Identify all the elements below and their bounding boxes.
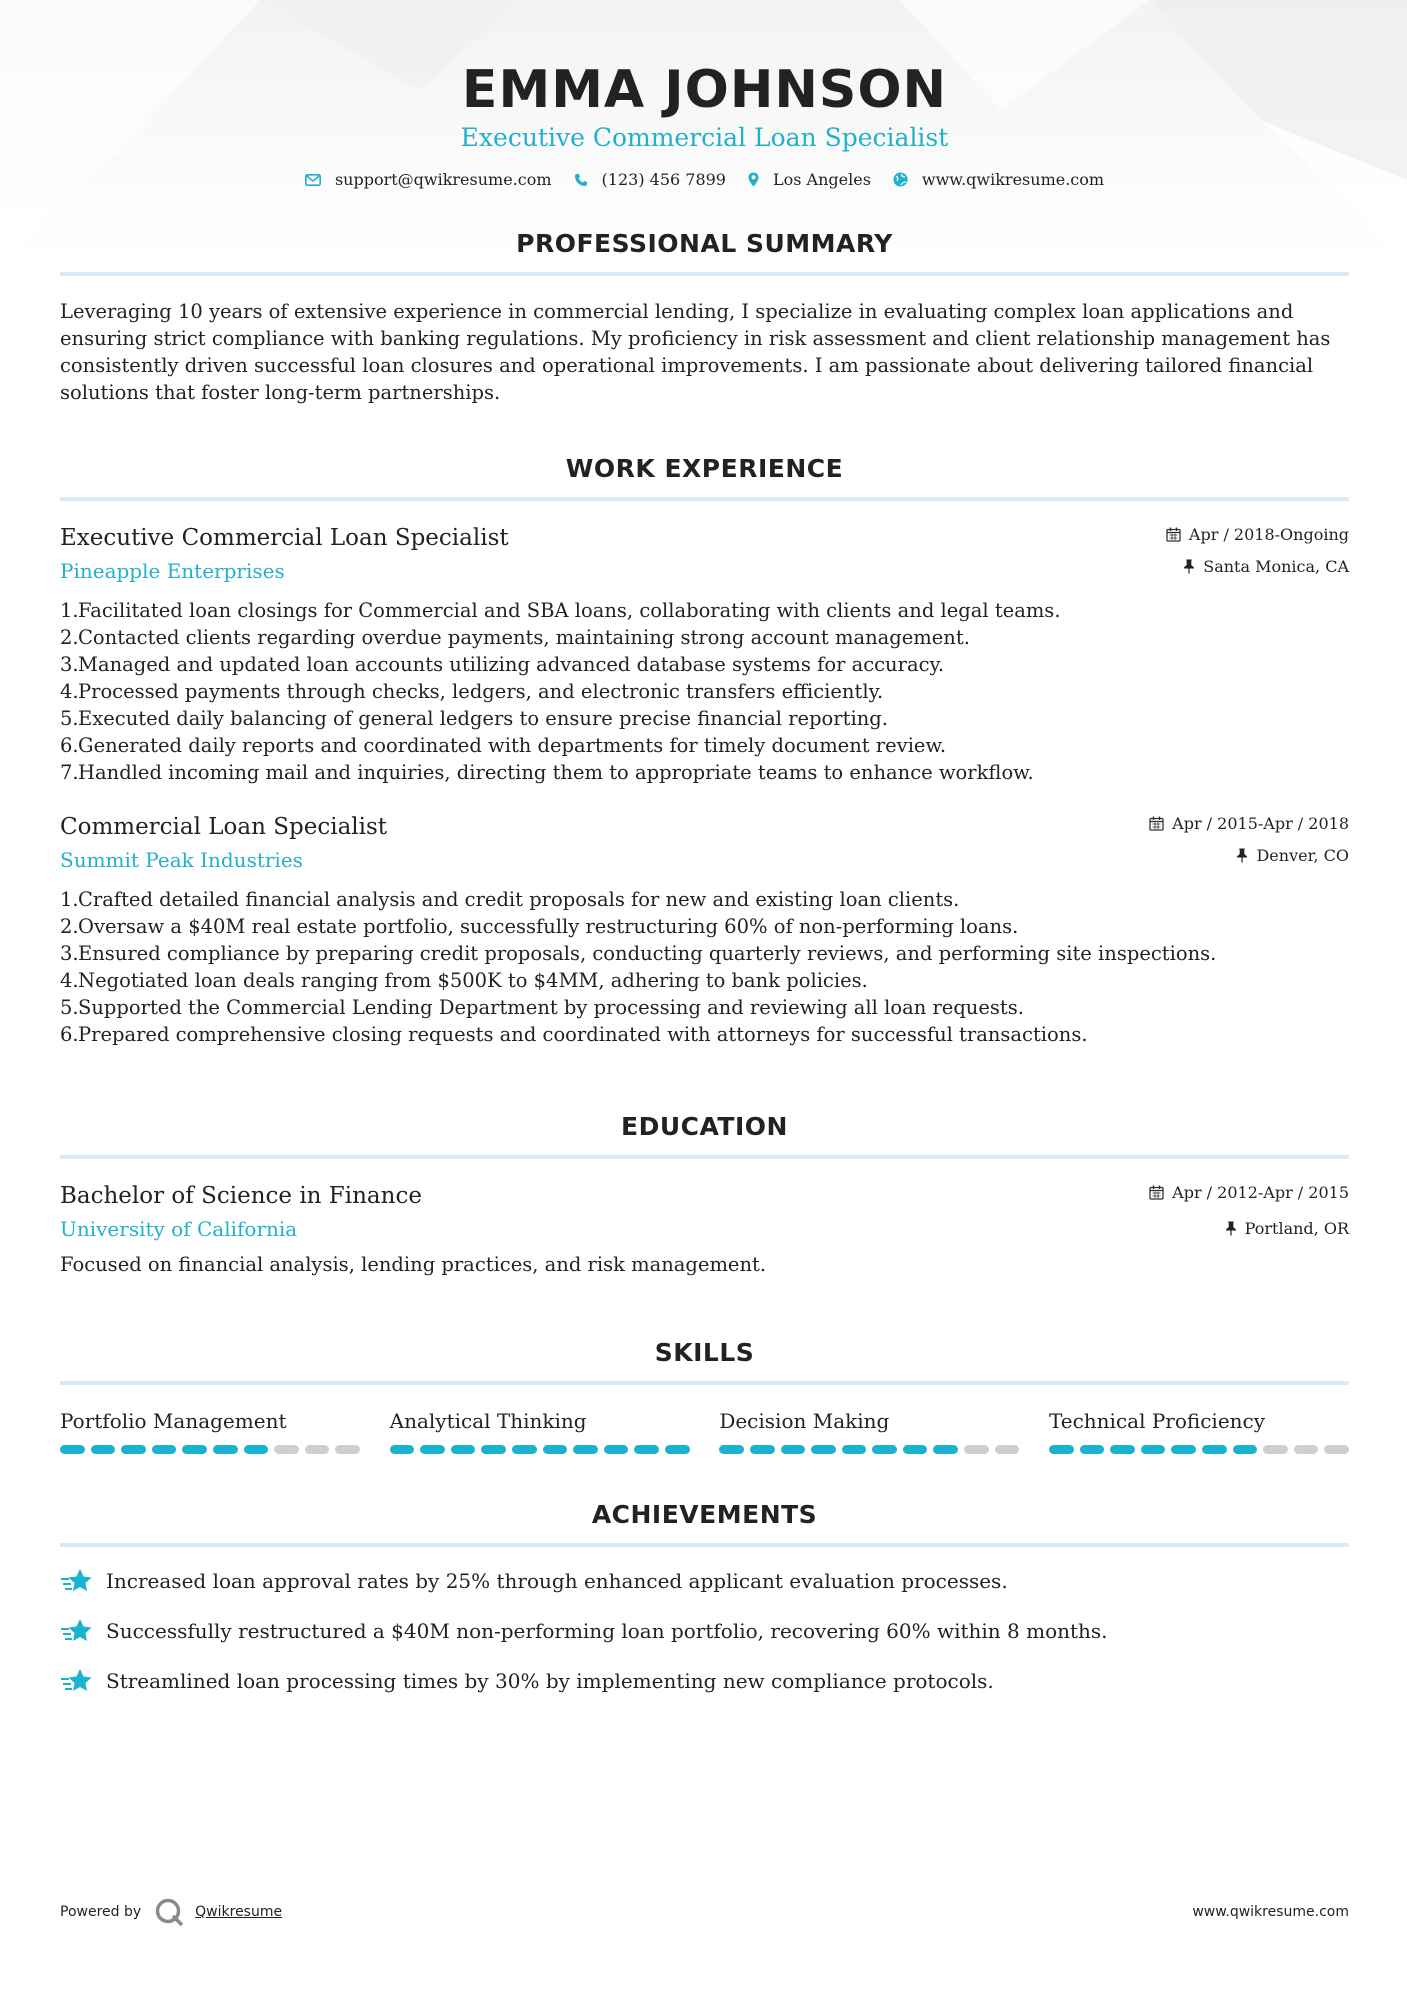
star-icon (60, 1617, 96, 1645)
job-location: Denver, CO (1256, 845, 1349, 865)
education-location-row (1149, 1217, 1349, 1239)
education-description: Focused on financial analysis, lending practices, and risk management. (60, 1253, 767, 1276)
contact-website-text: www.qwikresume.com (921, 170, 1105, 189)
skill-level-segment (903, 1445, 928, 1454)
skill-level-segment (1049, 1445, 1074, 1454)
education-meta (1149, 1181, 1349, 1239)
skill-level-segment (750, 1445, 775, 1454)
skill-level-segment (1141, 1445, 1166, 1454)
page-footer (60, 1898, 1349, 1926)
phone-icon (574, 173, 588, 187)
job-dates: Apr / 2018-Ongoing (1188, 524, 1349, 544)
candidate-name: EMMA JOHNSON (461, 60, 948, 120)
list-item: 6. Prepared comprehensive closing requests and coordinated with attorneys for successful transactions. (60, 1023, 1088, 1046)
skill-level-segment (1202, 1445, 1227, 1454)
skill-level-bar (390, 1445, 690, 1454)
list-item: 2. Oversaw a $40M real estate portfolio, successfully restructuring 60% of non-performing loans. (60, 915, 1019, 938)
list-item: 1. Crafted detailed financial analysis and credit proposals for new and existing loan clients. (60, 888, 960, 911)
education-section (60, 1112, 1349, 1278)
star-icon (60, 1667, 96, 1695)
summary-text: Leveraging 10 years of extensive experience in commercial lending, I specialize in evaluating complex loan applications and ensuring strict compliance with banking regulations. My proficiency in risk assessment and client relationship management has consistently driven successful loan closures and operational improvements. I am passionate about delivering tailored financial solutions that foster long-term partnerships. (60, 300, 1331, 404)
skill-level-segment (634, 1445, 659, 1454)
contact-email-text: support@qwikresume.com (334, 170, 552, 189)
skill-level-segment (121, 1445, 146, 1454)
job-entry (60, 812, 1349, 1048)
skill-level-segment (1110, 1445, 1135, 1454)
job-company: Pineapple Enterprises (60, 559, 285, 583)
resume-page (60, 0, 1349, 1695)
skill-name: Technical Proficiency (1048, 1409, 1266, 1433)
skill-level-segment (604, 1445, 629, 1454)
job-dates-row (1166, 523, 1349, 545)
skill-item (60, 1407, 360, 1454)
list-item: 5. Executed daily balancing of general ledgers to ensure precise financial reporting. (60, 707, 888, 730)
job-dates: Apr / 2015-Apr / 2018 (1172, 813, 1349, 833)
footer-brand (60, 1898, 282, 1926)
pushpin-icon (1236, 848, 1248, 863)
skill-level-segment (335, 1445, 360, 1454)
skill-level-segment (543, 1445, 568, 1454)
contact-email[interactable] (305, 170, 552, 189)
achievement-text: Successfully restructured a $40M non-performing loan portfolio, recovering 60% within 8 months. (106, 1619, 1108, 1643)
skill-level-segment (60, 1445, 85, 1454)
skill-item (1049, 1407, 1349, 1454)
list-item: 3. Ensured compliance by preparing credit proposals, conducting quarterly reviews, and performing site inspections. (60, 942, 1217, 965)
skill-level-segment (1171, 1445, 1196, 1454)
skill-level-segment (152, 1445, 177, 1454)
qwikresume-link[interactable]: Qwikresume (195, 1904, 283, 1920)
job-title: Executive Commercial Loan Specialist (60, 525, 509, 551)
experience-heading: WORK EXPERIENCE (60, 454, 1349, 501)
list-item: 2. Contacted clients regarding overdue payments, maintaining strong account management. (60, 626, 970, 649)
skill-level-segment (1080, 1445, 1105, 1454)
education-location: Portland, OR (1244, 1218, 1349, 1238)
list-item: 1. Facilitated loan closings for Commercial and SBA loans, collaborating with clients and legal teams. (60, 599, 1061, 622)
list-item: 6. Generated daily reports and coordinated with departments for timely document review. (60, 734, 947, 757)
education-dates: Apr / 2012-Apr / 2015 (1172, 1182, 1349, 1202)
contact-website[interactable] (893, 170, 1104, 189)
list-item: 5. Supported the Commercial Lending Department by processing and reviewing all loan requests. (60, 996, 1024, 1019)
skill-level-segment (305, 1445, 330, 1454)
contact-phone-text: (123) 456 7899 (601, 170, 726, 189)
skills-section (60, 1338, 1349, 1454)
resume-header (60, 0, 1349, 189)
skill-level-segment (1233, 1445, 1258, 1454)
job-title: Commercial Loan Specialist (60, 814, 388, 840)
skill-level-segment (213, 1445, 238, 1454)
contact-phone[interactable] (574, 170, 726, 189)
job-dates-row (1149, 812, 1349, 834)
skill-item (390, 1407, 690, 1454)
skill-level-segment (781, 1445, 806, 1454)
skill-level-segment (719, 1445, 744, 1454)
skill-level-bar (719, 1445, 1019, 1454)
pushpin-icon (1183, 559, 1195, 574)
skill-level-segment (451, 1445, 476, 1454)
candidate-title: Executive Commercial Loan Specialist (460, 123, 949, 152)
skills-heading: SKILLS (60, 1338, 1349, 1385)
job-entry (60, 523, 1349, 786)
education-dates-row (1149, 1181, 1349, 1203)
skill-item (719, 1407, 1019, 1454)
skill-level-bar (1049, 1445, 1349, 1454)
skill-level-segment (1263, 1445, 1288, 1454)
education-heading: EDUCATION (60, 1112, 1349, 1159)
pushpin-icon (1225, 1221, 1237, 1236)
skill-level-segment (1324, 1445, 1349, 1454)
skill-level-segment (1294, 1445, 1319, 1454)
skill-level-segment (244, 1445, 269, 1454)
experience-section (60, 454, 1349, 1048)
skill-level-segment (995, 1445, 1020, 1454)
skill-name: Analytical Thinking (389, 1409, 587, 1433)
skill-level-segment (420, 1445, 445, 1454)
job-company: Summit Peak Industries (60, 848, 303, 872)
job-location: Santa Monica, CA (1203, 556, 1349, 576)
job-bullets (60, 597, 1349, 786)
achievement-item (60, 1667, 1349, 1695)
achievements-heading: ACHIEVEMENTS (60, 1500, 1349, 1547)
achievement-text: Streamlined loan processing times by 30% by implementing new compliance protocols. (106, 1669, 994, 1693)
skills-list (60, 1407, 1349, 1454)
qwikresume-logo-icon (155, 1898, 185, 1926)
skill-level-segment (872, 1445, 897, 1454)
skill-level-segment (842, 1445, 867, 1454)
contact-bar (60, 170, 1349, 189)
skill-level-segment (512, 1445, 537, 1454)
education-school: University of California (60, 1217, 298, 1241)
contact-location-text: Los Angeles (772, 170, 871, 189)
skill-level-segment (573, 1445, 598, 1454)
job-meta (1149, 812, 1349, 866)
education-entry (60, 1181, 1349, 1278)
skill-level-segment (274, 1445, 299, 1454)
achievement-text: Increased loan approval rates by 25% through enhanced applicant evaluation processes. (106, 1569, 1008, 1593)
skill-level-segment (933, 1445, 958, 1454)
map-pin-icon (748, 172, 759, 187)
skill-name: Decision Making (719, 1409, 890, 1433)
skill-name: Portfolio Management (60, 1409, 287, 1433)
skill-level-segment (182, 1445, 207, 1454)
achievement-item (60, 1617, 1349, 1645)
contact-location (748, 170, 871, 189)
skill-level-segment (390, 1445, 415, 1454)
education-degree: Bachelor of Science in Finance (60, 1183, 422, 1209)
globe-icon (893, 172, 908, 187)
job-bullets (60, 886, 1349, 1048)
skill-level-segment (811, 1445, 836, 1454)
summary-section (60, 229, 1349, 406)
skill-level-segment (91, 1445, 116, 1454)
skill-level-segment (964, 1445, 989, 1454)
achievement-item (60, 1567, 1349, 1595)
job-location-row (1149, 844, 1349, 866)
list-item: 3. Managed and updated loan accounts utilizing advanced database systems for accuracy. (60, 653, 945, 676)
achievements-section (60, 1500, 1349, 1695)
calendar-icon (1149, 816, 1164, 831)
skill-level-bar (60, 1445, 360, 1454)
list-item: 4. Processed payments through checks, ledgers, and electronic transfers efficiently. (60, 680, 884, 703)
calendar-icon (1149, 1185, 1164, 1200)
calendar-icon (1166, 527, 1181, 542)
star-icon (60, 1567, 96, 1595)
envelope-icon (305, 174, 321, 186)
skill-level-segment (481, 1445, 506, 1454)
summary-heading: PROFESSIONAL SUMMARY (60, 229, 1349, 276)
list-item: 7. Handled incoming mail and inquiries, directing them to appropriate teams to enhance workflow. (60, 761, 1034, 784)
job-location-row (1166, 555, 1349, 577)
footer-website[interactable]: www.qwikresume.com (1192, 1904, 1349, 1920)
powered-by-label: Powered by (60, 1904, 142, 1920)
job-meta (1166, 523, 1349, 577)
skill-level-segment (665, 1445, 690, 1454)
list-item: 4. Negotiated loan deals ranging from $500K to $4MM, adhering to bank policies. (60, 969, 868, 992)
